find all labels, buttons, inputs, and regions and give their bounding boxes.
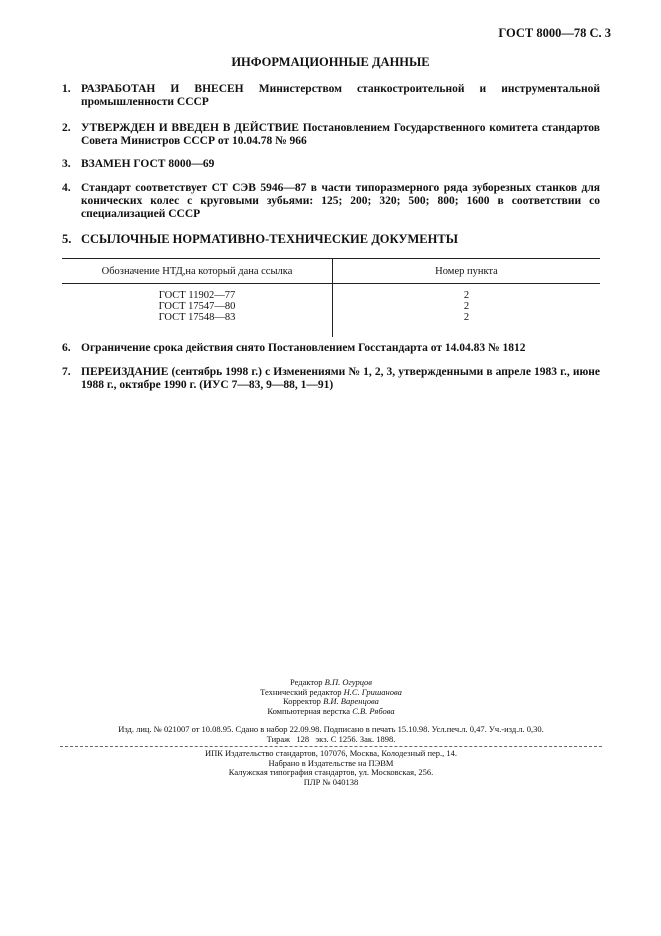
item-text: УТВЕРЖДЕН И ВВЕДЕН В ДЕЙСТВИЕ Постановлением Государственного комитета стандартов Совета Министров СССР от 10.04.78 № 966: [81, 122, 600, 147]
refs-heading: [62, 232, 458, 247]
table-spacer: [333, 323, 601, 337]
table-spacer: [62, 323, 333, 337]
page-header: ГОСТ 8000—78 С. 3: [498, 26, 611, 40]
document-ref: ГОСТ 17548—83: [158, 312, 236, 323]
info-item-7: [62, 366, 600, 392]
info-item-4: [62, 182, 600, 221]
divider: [60, 746, 602, 747]
item-text: ВЗАМЕН ГОСТ 8000—69: [81, 158, 215, 170]
info-item-1: [62, 83, 600, 109]
column-header-document: Обозначение НТД,на который дана ссылка: [62, 259, 333, 284]
item-number: 5.: [62, 232, 72, 246]
editor-label: Редактор: [290, 677, 323, 687]
print-details: Изд. лиц. № 021007 от 10.08.95. Сдано в набор 22.09.98. Подписано в печать 15.10.98. Усл.печ.л. 0,47. Уч.-изд.л. 0,30.: [118, 724, 544, 734]
table-header-row: [62, 259, 600, 284]
document-ref: ГОСТ 11902—77: [158, 290, 236, 301]
typeset-line: Набрано в Издательстве на ПЭВМ: [268, 757, 394, 768]
item-text: ПЕРЕИЗДАНИЕ (сентябрь 1998 г.) с Изменениями № 1, 2, 3, утвержденными в апреле 1983 г., июне 1988 г., октябре 1990 г. (ИУС 7—83, 9—88, 1—91): [81, 366, 600, 391]
layout-line: [60, 707, 602, 717]
item-text: РАЗРАБОТАН И ВНЕСЕН Министерством станкостроительной и инструментальной промышленности СССР: [81, 83, 600, 108]
corrector-name: В.И. Варенцова: [323, 696, 379, 706]
tech-editor-name: Н.С. Гришанова: [343, 686, 402, 697]
item-number: 6.: [62, 342, 71, 354]
point-number: 2: [463, 290, 470, 301]
section-title: ИНФОРМАЦИОННЫЕ ДАННЫЕ: [231, 55, 430, 69]
point-number: 2: [463, 312, 470, 323]
layout-name: С.В. Рябова: [352, 705, 395, 716]
info-item-2: [62, 122, 600, 148]
refs-heading-text: ССЫЛОЧНЫЕ НОРМАТИВНО-ТЕХНИЧЕСКИЕ ДОКУМЕНТЫ: [81, 232, 458, 246]
document-cell: [62, 284, 333, 324]
item-number: 3.: [62, 158, 71, 170]
license-line: ПЛР № 040138: [303, 776, 359, 787]
document-ref: ГОСТ 17547—80: [158, 301, 236, 312]
editor-name: В.П. Огурцов: [324, 677, 372, 687]
column-header-point: Номер пункта: [333, 259, 601, 284]
item-text: Стандарт соответствует СТ СЭВ 5946—87 в части типоразмерного ряда зуборезных станков для конических колес с круговыми зубьями: 125; 200; 320; 500; 800; 1600 в соответствии со специализацией СССР: [81, 182, 600, 220]
info-item-6: [62, 342, 600, 355]
imprint: [60, 678, 602, 787]
item-number: 2.: [62, 122, 71, 134]
printer-line: Калужская типография стандартов, ул. Московская, 256.: [228, 767, 434, 777]
table-row: [62, 284, 600, 324]
print-run: Тираж 128 экз. С 1256. Зак. 1898.: [266, 733, 396, 744]
item-number: 1.: [62, 83, 71, 95]
item-text: Ограничение срока действия снято Постановлением Госстандарта от 14.04.83 № 1812: [81, 342, 526, 354]
refs-table: [62, 258, 600, 337]
publisher-line: ИПК Издательство стандартов, 107076, Москва, Колодезный пер., 14.: [204, 748, 458, 758]
tech-editor-label: Технический редактор: [260, 686, 342, 697]
item-number: 4.: [62, 182, 71, 194]
layout-label: Компьютерная верстка: [267, 705, 351, 716]
point-number: 2: [463, 301, 470, 312]
item-number: 7.: [62, 366, 71, 378]
corrector-label: Корректор: [283, 696, 321, 706]
info-item-3: [62, 158, 600, 171]
point-cell: [333, 284, 601, 324]
